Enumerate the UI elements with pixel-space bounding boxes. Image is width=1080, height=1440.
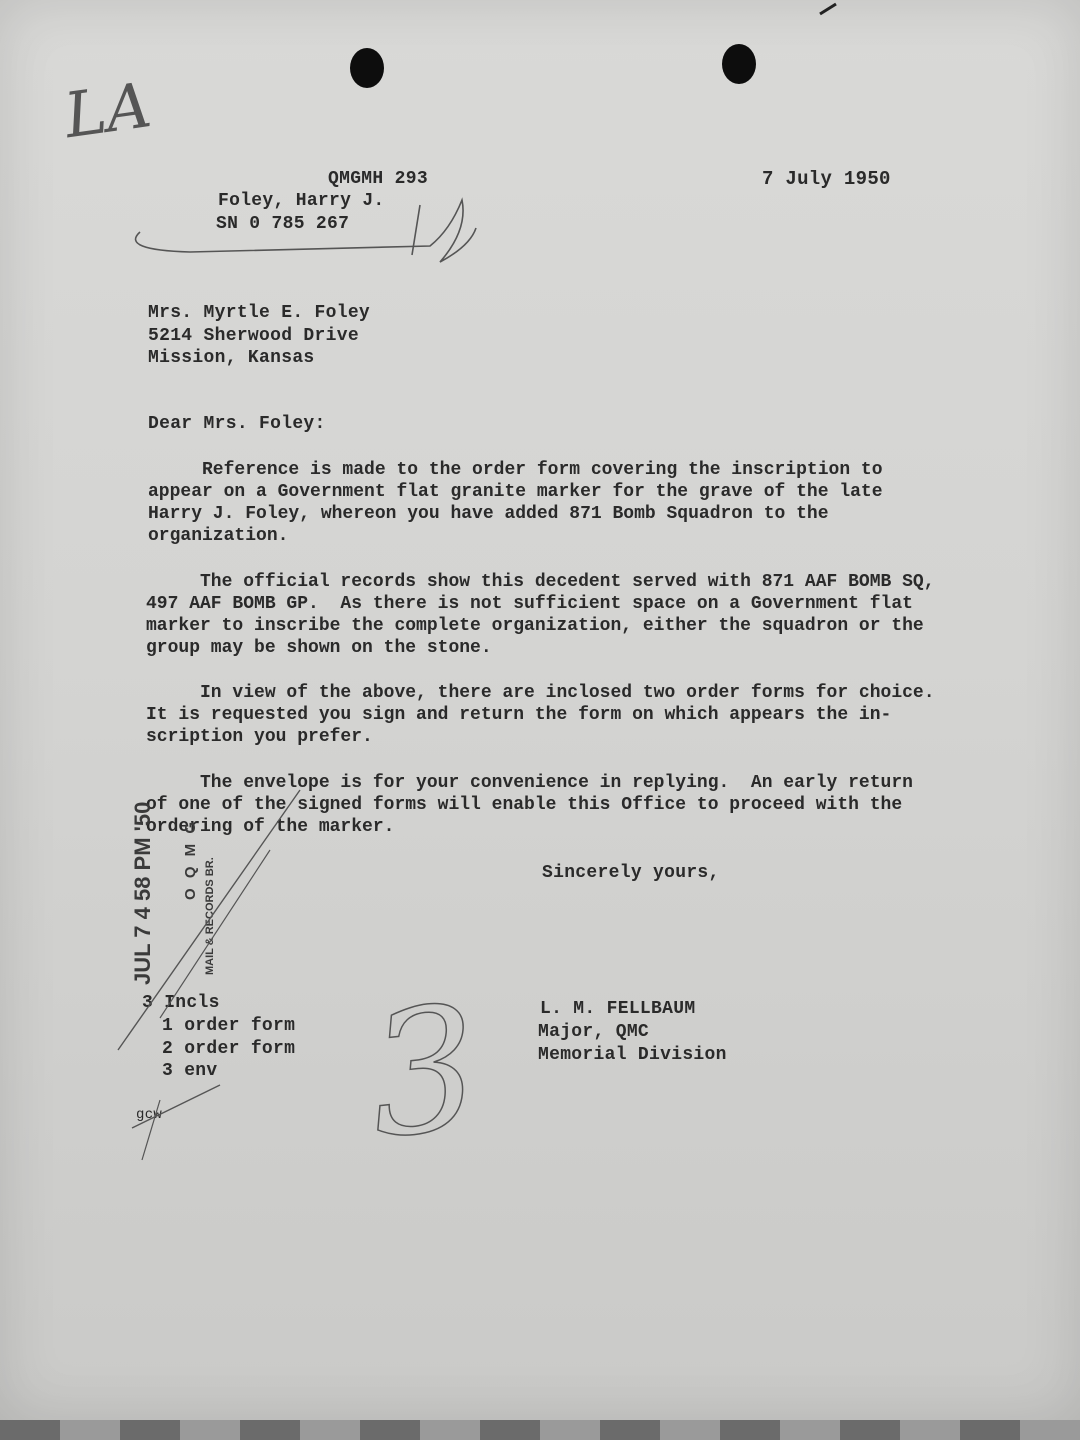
paragraph-3-line: scription you prefer. xyxy=(146,727,373,747)
paragraph-3-line: It is requested you sign and return the form on which appears the in- xyxy=(146,705,892,725)
enclosures-heading: 3 Incls xyxy=(142,993,220,1013)
paragraph-1-line: appear on a Government flat granite marker for the grave of the late xyxy=(148,482,883,502)
paragraph-4-line: of one of the signed forms will enable this Office to proceed with the xyxy=(146,795,903,815)
paragraph-1-line: Harry J. Foley, whereon you have added 871 Bomb Squadron to the xyxy=(148,504,829,524)
paragraph-2-line: group may be shown on the stone. xyxy=(146,638,492,658)
enclosure-item: 1 order form xyxy=(162,1016,296,1036)
signer-division: Memorial Division xyxy=(538,1045,727,1065)
signer-rank: Major, QMC xyxy=(538,1022,650,1042)
initials-strike-line xyxy=(132,1085,220,1128)
stamp-office: O Q M G xyxy=(182,819,199,900)
service-number: SN 0 785 267 xyxy=(216,214,350,234)
file-reference: QMGMH 293 xyxy=(328,169,428,189)
stamp-strike-line xyxy=(160,850,270,1018)
paragraph-2-line: The official records show this decedent served with 871 AAF BOMB SQ, xyxy=(146,572,935,592)
top-edge-mark xyxy=(820,4,836,14)
stamp-strike-line xyxy=(118,790,300,1050)
recipient-name: Mrs. Myrtle E. Foley xyxy=(148,303,371,323)
enclosure-item: 3 env xyxy=(162,1061,218,1081)
paragraph-1-line: Reference is made to the order form covering the inscription to xyxy=(148,460,883,480)
initials-tick-mark xyxy=(142,1100,160,1160)
paragraph-1-line: organization. xyxy=(148,526,289,546)
signer-name: L. M. FELLBAUM xyxy=(540,999,696,1019)
corner-note: LA xyxy=(60,68,156,153)
paragraph-3-line: In view of the above, there are inclosed two order forms for choice. xyxy=(146,683,935,703)
handwritten-mark: 3 xyxy=(360,968,489,1177)
desk-edge xyxy=(0,1420,1080,1440)
check-stroke xyxy=(412,205,420,255)
paragraph-2-line: marker to inscribe the complete organization, either the squadron or the xyxy=(146,616,924,636)
recipient-city: Mission, Kansas xyxy=(148,348,315,368)
letter-date: 7 July 1950 xyxy=(762,168,891,190)
check-underline-mark xyxy=(136,200,476,262)
paragraph-4-line: ordering of the marker. xyxy=(146,817,395,837)
subject-name: Foley, Harry J. xyxy=(218,191,385,211)
paragraph-2-line: 497 AAF BOMB GP. As there is not sufficient space on a Government flat xyxy=(146,594,913,614)
typist-initials: gcw xyxy=(136,1107,163,1123)
enclosure-item: 2 order form xyxy=(162,1039,296,1059)
stamp-branch: MAIL & RECORDS BR. xyxy=(204,857,216,975)
closing: Sincerely yours, xyxy=(542,863,720,883)
paragraph-4-line: The envelope is for your convenience in replying. An early return xyxy=(146,773,913,793)
recipient-street: 5214 Sherwood Drive xyxy=(148,326,359,346)
stamp-date: JUL 7 4 58 PM '50 xyxy=(130,801,155,985)
salutation: Dear Mrs. Foley: xyxy=(148,414,326,434)
